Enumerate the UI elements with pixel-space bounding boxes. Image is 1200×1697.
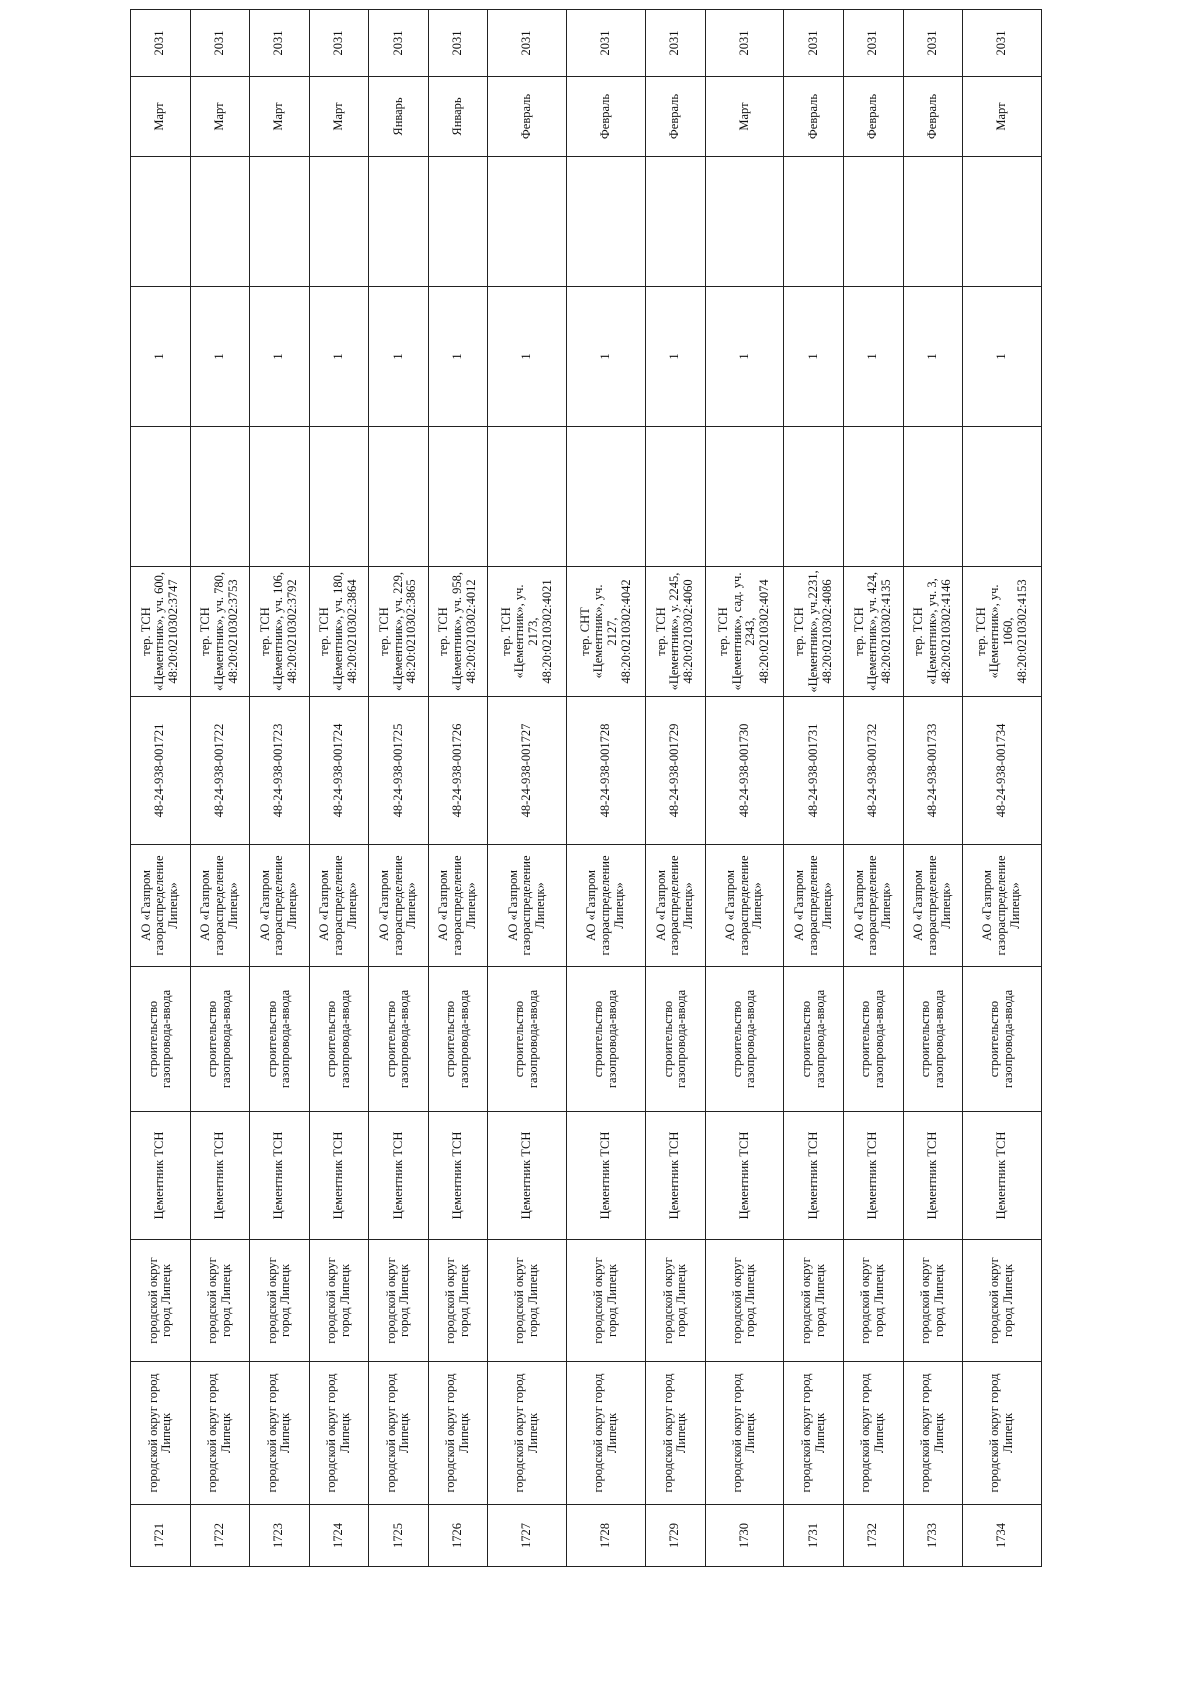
row-number-cell: 1721 <box>131 1505 191 1567</box>
settlement-cell: городской округ город Липецк <box>843 1240 903 1362</box>
count-cell: 1 <box>488 287 567 427</box>
month-cell: Январь <box>428 77 488 157</box>
count-cell: 1 <box>250 287 310 427</box>
table-row <box>250 10 310 1567</box>
count-cell: 1 <box>705 287 784 427</box>
empty-cell <box>784 427 844 567</box>
municipality-cell: городской округ город Липецк <box>784 1362 844 1505</box>
municipality-cell: городской округ город Липецк <box>567 1362 646 1505</box>
object-id-cell: 48-24-938-001732 <box>843 697 903 845</box>
month-cell: Март <box>705 77 784 157</box>
empty-cell <box>567 427 646 567</box>
organization-cell: АО «Газпром газораспределение Липецк» <box>369 845 429 967</box>
settlement-cell: городской округ город Липецк <box>250 1240 310 1362</box>
organization-cell: АО «Газпром газораспределение Липецк» <box>646 845 706 967</box>
year-cell: 2031 <box>250 10 310 77</box>
count-cell: 1 <box>428 287 488 427</box>
settlement-cell: городской округ город Липецк <box>963 1240 1042 1362</box>
table-row <box>963 10 1042 1567</box>
count-cell: 1 <box>903 287 963 427</box>
partnership-cell: Цементник ТСН <box>309 1112 369 1240</box>
month-cell: Февраль <box>843 77 903 157</box>
table-row <box>428 10 488 1567</box>
organization-cell: АО «Газпром газораспределение Липецк» <box>131 845 191 967</box>
address-cell: тер. ТСН «Цементник», уч. 106, 48:20:0210302:3792 <box>250 567 310 697</box>
municipality-cell: городской округ город Липецк <box>705 1362 784 1505</box>
partnership-cell: Цементник ТСН <box>567 1112 646 1240</box>
work-type-cell: строительство газопровода-ввода <box>903 967 963 1112</box>
partnership-cell: Цементник ТСН <box>250 1112 310 1240</box>
empty-cell <box>646 157 706 287</box>
object-id-cell: 48-24-938-001731 <box>784 697 844 845</box>
empty-cell <box>250 427 310 567</box>
gasification-schedule-table <box>130 9 1042 1567</box>
year-cell: 2031 <box>567 10 646 77</box>
organization-cell: АО «Газпром газораспределение Липецк» <box>843 845 903 967</box>
count-cell: 1 <box>784 287 844 427</box>
year-cell: 2031 <box>784 10 844 77</box>
table-row <box>190 10 250 1567</box>
object-id-cell: 48-24-938-001727 <box>488 697 567 845</box>
settlement-cell: городской округ город Липецк <box>369 1240 429 1362</box>
object-id-cell: 48-24-938-001730 <box>705 697 784 845</box>
work-type-cell: строительство газопровода-ввода <box>843 967 903 1112</box>
count-cell: 1 <box>309 287 369 427</box>
organization-cell: АО «Газпром газораспределение Липецк» <box>903 845 963 967</box>
work-type-cell: строительство газопровода-ввода <box>369 967 429 1112</box>
work-type-cell: строительство газопровода-ввода <box>190 967 250 1112</box>
row-number-cell: 1733 <box>903 1505 963 1567</box>
municipality-cell: городской округ город Липецк <box>131 1362 191 1505</box>
table-row <box>646 10 706 1567</box>
address-cell: тер. ТСН «Цементник», уч. 1060, 48:20:0210302:4153 <box>963 567 1042 697</box>
row-number-cell: 1724 <box>309 1505 369 1567</box>
object-id-cell: 48-24-938-001721 <box>131 697 191 845</box>
empty-cell <box>903 157 963 287</box>
empty-cell <box>488 427 567 567</box>
work-type-cell: строительство газопровода-ввода <box>428 967 488 1112</box>
row-number-cell: 1730 <box>705 1505 784 1567</box>
address-cell: тер. ТСН «Цементник», уч. 229, 48:20:0210302:3865 <box>369 567 429 697</box>
work-type-cell: строительство газопровода-ввода <box>784 967 844 1112</box>
organization-cell: АО «Газпром газораспределение Липецк» <box>190 845 250 967</box>
empty-cell <box>963 157 1042 287</box>
settlement-cell: городской округ город Липецк <box>428 1240 488 1362</box>
empty-cell <box>131 157 191 287</box>
work-type-cell: строительство газопровода-ввода <box>567 967 646 1112</box>
municipality-cell: городской округ город Липецк <box>488 1362 567 1505</box>
work-type-cell: строительство газопровода-ввода <box>963 967 1042 1112</box>
count-cell: 1 <box>646 287 706 427</box>
object-id-cell: 48-24-938-001723 <box>250 697 310 845</box>
object-id-cell: 48-24-938-001734 <box>963 697 1042 845</box>
address-cell: тер. ТСН «Цементник», уч. 600, 48:20:0210302:3747 <box>131 567 191 697</box>
row-number-cell: 1725 <box>369 1505 429 1567</box>
settlement-cell: городской округ город Липецк <box>131 1240 191 1362</box>
work-type-cell: строительство газопровода-ввода <box>309 967 369 1112</box>
address-cell: тер. ТСН «Цементник», уч. 3, 48:20:0210302:4146 <box>903 567 963 697</box>
empty-cell <box>428 157 488 287</box>
table-row <box>309 10 369 1567</box>
rotated-table-container <box>130 30 1042 1567</box>
work-type-cell: строительство газопровода-ввода <box>488 967 567 1112</box>
settlement-cell: городской округ город Липецк <box>488 1240 567 1362</box>
year-cell: 2031 <box>190 10 250 77</box>
settlement-cell: городской округ город Липецк <box>705 1240 784 1362</box>
address-cell: тер. ТСН «Цементник», уч. 780, 48:20:0210302:3753 <box>190 567 250 697</box>
year-cell: 2031 <box>369 10 429 77</box>
table-row <box>903 10 963 1567</box>
table-row <box>843 10 903 1567</box>
year-cell: 2031 <box>843 10 903 77</box>
row-number-cell: 1723 <box>250 1505 310 1567</box>
empty-cell <box>843 427 903 567</box>
empty-cell <box>843 157 903 287</box>
table-row <box>784 10 844 1567</box>
month-cell: Февраль <box>488 77 567 157</box>
empty-cell <box>705 427 784 567</box>
empty-cell <box>488 157 567 287</box>
organization-cell: АО «Газпром газораспределение Липецк» <box>250 845 310 967</box>
month-cell: Март <box>190 77 250 157</box>
month-cell: Март <box>309 77 369 157</box>
municipality-cell: городской округ город Липецк <box>309 1362 369 1505</box>
partnership-cell: Цементник ТСН <box>131 1112 191 1240</box>
empty-cell <box>190 157 250 287</box>
row-number-cell: 1734 <box>963 1505 1042 1567</box>
municipality-cell: городской округ город Липецк <box>903 1362 963 1505</box>
month-cell: Январь <box>369 77 429 157</box>
month-cell: Март <box>131 77 191 157</box>
year-cell: 2031 <box>488 10 567 77</box>
empty-cell <box>131 427 191 567</box>
object-id-cell: 48-24-938-001724 <box>309 697 369 845</box>
count-cell: 1 <box>369 287 429 427</box>
count-cell: 1 <box>567 287 646 427</box>
municipality-cell: городской округ город Липецк <box>843 1362 903 1505</box>
partnership-cell: Цементник ТСН <box>705 1112 784 1240</box>
organization-cell: АО «Газпром газораспределение Липецк» <box>488 845 567 967</box>
empty-cell <box>646 427 706 567</box>
organization-cell: АО «Газпром газораспределение Липецк» <box>784 845 844 967</box>
partnership-cell: Цементник ТСН <box>190 1112 250 1240</box>
month-cell: Март <box>963 77 1042 157</box>
month-cell: Февраль <box>646 77 706 157</box>
municipality-cell: городской округ город Липецк <box>963 1362 1042 1505</box>
month-cell: Март <box>250 77 310 157</box>
settlement-cell: городской округ город Липецк <box>190 1240 250 1362</box>
partnership-cell: Цементник ТСН <box>903 1112 963 1240</box>
work-type-cell: строительство газопровода-ввода <box>705 967 784 1112</box>
table-row <box>488 10 567 1567</box>
table-row <box>369 10 429 1567</box>
organization-cell: АО «Газпром газораспределение Липецк» <box>428 845 488 967</box>
partnership-cell: Цементник ТСН <box>963 1112 1042 1240</box>
partnership-cell: Цементник ТСН <box>428 1112 488 1240</box>
partnership-cell: Цементник ТСН <box>369 1112 429 1240</box>
row-number-cell: 1727 <box>488 1505 567 1567</box>
object-id-cell: 48-24-938-001725 <box>369 697 429 845</box>
organization-cell: АО «Газпром газораспределение Липецк» <box>309 845 369 967</box>
object-id-cell: 48-24-938-001726 <box>428 697 488 845</box>
count-cell: 1 <box>843 287 903 427</box>
month-cell: Февраль <box>903 77 963 157</box>
row-number-cell: 1722 <box>190 1505 250 1567</box>
settlement-cell: городской округ город Липецк <box>309 1240 369 1362</box>
empty-cell <box>428 427 488 567</box>
year-cell: 2031 <box>963 10 1042 77</box>
municipality-cell: городской округ город Липецк <box>428 1362 488 1505</box>
empty-cell <box>309 427 369 567</box>
address-cell: тер. ТСН «Цементник», уч. 424, 48:20:0210302:4135 <box>843 567 903 697</box>
empty-cell <box>963 427 1042 567</box>
partnership-cell: Цементник ТСН <box>488 1112 567 1240</box>
row-number-cell: 1726 <box>428 1505 488 1567</box>
empty-cell <box>784 157 844 287</box>
settlement-cell: городской округ город Липецк <box>646 1240 706 1362</box>
partnership-cell: Цементник ТСН <box>646 1112 706 1240</box>
organization-cell: АО «Газпром газораспределение Липецк» <box>705 845 784 967</box>
object-id-cell: 48-24-938-001729 <box>646 697 706 845</box>
object-id-cell: 48-24-938-001733 <box>903 697 963 845</box>
year-cell: 2031 <box>705 10 784 77</box>
object-id-cell: 48-24-938-001722 <box>190 697 250 845</box>
organization-cell: АО «Газпром газораспределение Липецк» <box>567 845 646 967</box>
count-cell: 1 <box>131 287 191 427</box>
year-cell: 2031 <box>428 10 488 77</box>
year-cell: 2031 <box>131 10 191 77</box>
year-cell: 2031 <box>903 10 963 77</box>
empty-cell <box>250 157 310 287</box>
address-cell: тер. ТСН «Цементник», уч. 180, 48:20:0210302:3864 <box>309 567 369 697</box>
work-type-cell: строительство газопровода-ввода <box>131 967 191 1112</box>
settlement-cell: городской округ город Липецк <box>567 1240 646 1362</box>
row-number-cell: 1729 <box>646 1505 706 1567</box>
row-number-cell: 1728 <box>567 1505 646 1567</box>
count-cell: 1 <box>190 287 250 427</box>
organization-cell: АО «Газпром газораспределение Липецк» <box>963 845 1042 967</box>
table-row <box>131 10 191 1567</box>
month-cell: Февраль <box>567 77 646 157</box>
municipality-cell: городской округ город Липецк <box>369 1362 429 1505</box>
table-row <box>705 10 784 1567</box>
settlement-cell: городской округ город Липецк <box>903 1240 963 1362</box>
row-number-cell: 1731 <box>784 1505 844 1567</box>
empty-cell <box>309 157 369 287</box>
work-type-cell: строительство газопровода-ввода <box>250 967 310 1112</box>
month-cell: Февраль <box>784 77 844 157</box>
empty-cell <box>567 157 646 287</box>
settlement-cell: городской округ город Липецк <box>784 1240 844 1362</box>
table-row <box>567 10 646 1567</box>
address-cell: тер. ТСН «Цементник», сад. уч. 2343, 48:20:0210302:4074 <box>705 567 784 697</box>
year-cell: 2031 <box>309 10 369 77</box>
table-body <box>131 10 1042 1567</box>
count-cell: 1 <box>963 287 1042 427</box>
address-cell: тер. ТСН «Цементник», уч.2231, 48:20:0210302:4086 <box>784 567 844 697</box>
partnership-cell: Цементник ТСН <box>843 1112 903 1240</box>
partnership-cell: Цементник ТСН <box>784 1112 844 1240</box>
address-cell: тер. ТСН «Цементник», уч. 958, 48:20:0210302:4012 <box>428 567 488 697</box>
empty-cell <box>705 157 784 287</box>
address-cell: тер. СНТ «Цементник», уч. 2127, 48:20:0210302:4042 <box>567 567 646 697</box>
empty-cell <box>369 157 429 287</box>
empty-cell <box>903 427 963 567</box>
municipality-cell: городской округ город Липецк <box>190 1362 250 1505</box>
empty-cell <box>369 427 429 567</box>
row-number-cell: 1732 <box>843 1505 903 1567</box>
address-cell: тер. ТСН «Цементник», у. 2245, 48:20:0210302:4060 <box>646 567 706 697</box>
year-cell: 2031 <box>646 10 706 77</box>
address-cell: тер. ТСН «Цементник», уч. 2173, 48:20:0210302:4021 <box>488 567 567 697</box>
empty-cell <box>190 427 250 567</box>
municipality-cell: городской округ город Липецк <box>646 1362 706 1505</box>
object-id-cell: 48-24-938-001728 <box>567 697 646 845</box>
municipality-cell: городской округ город Липецк <box>250 1362 310 1505</box>
work-type-cell: строительство газопровода-ввода <box>646 967 706 1112</box>
